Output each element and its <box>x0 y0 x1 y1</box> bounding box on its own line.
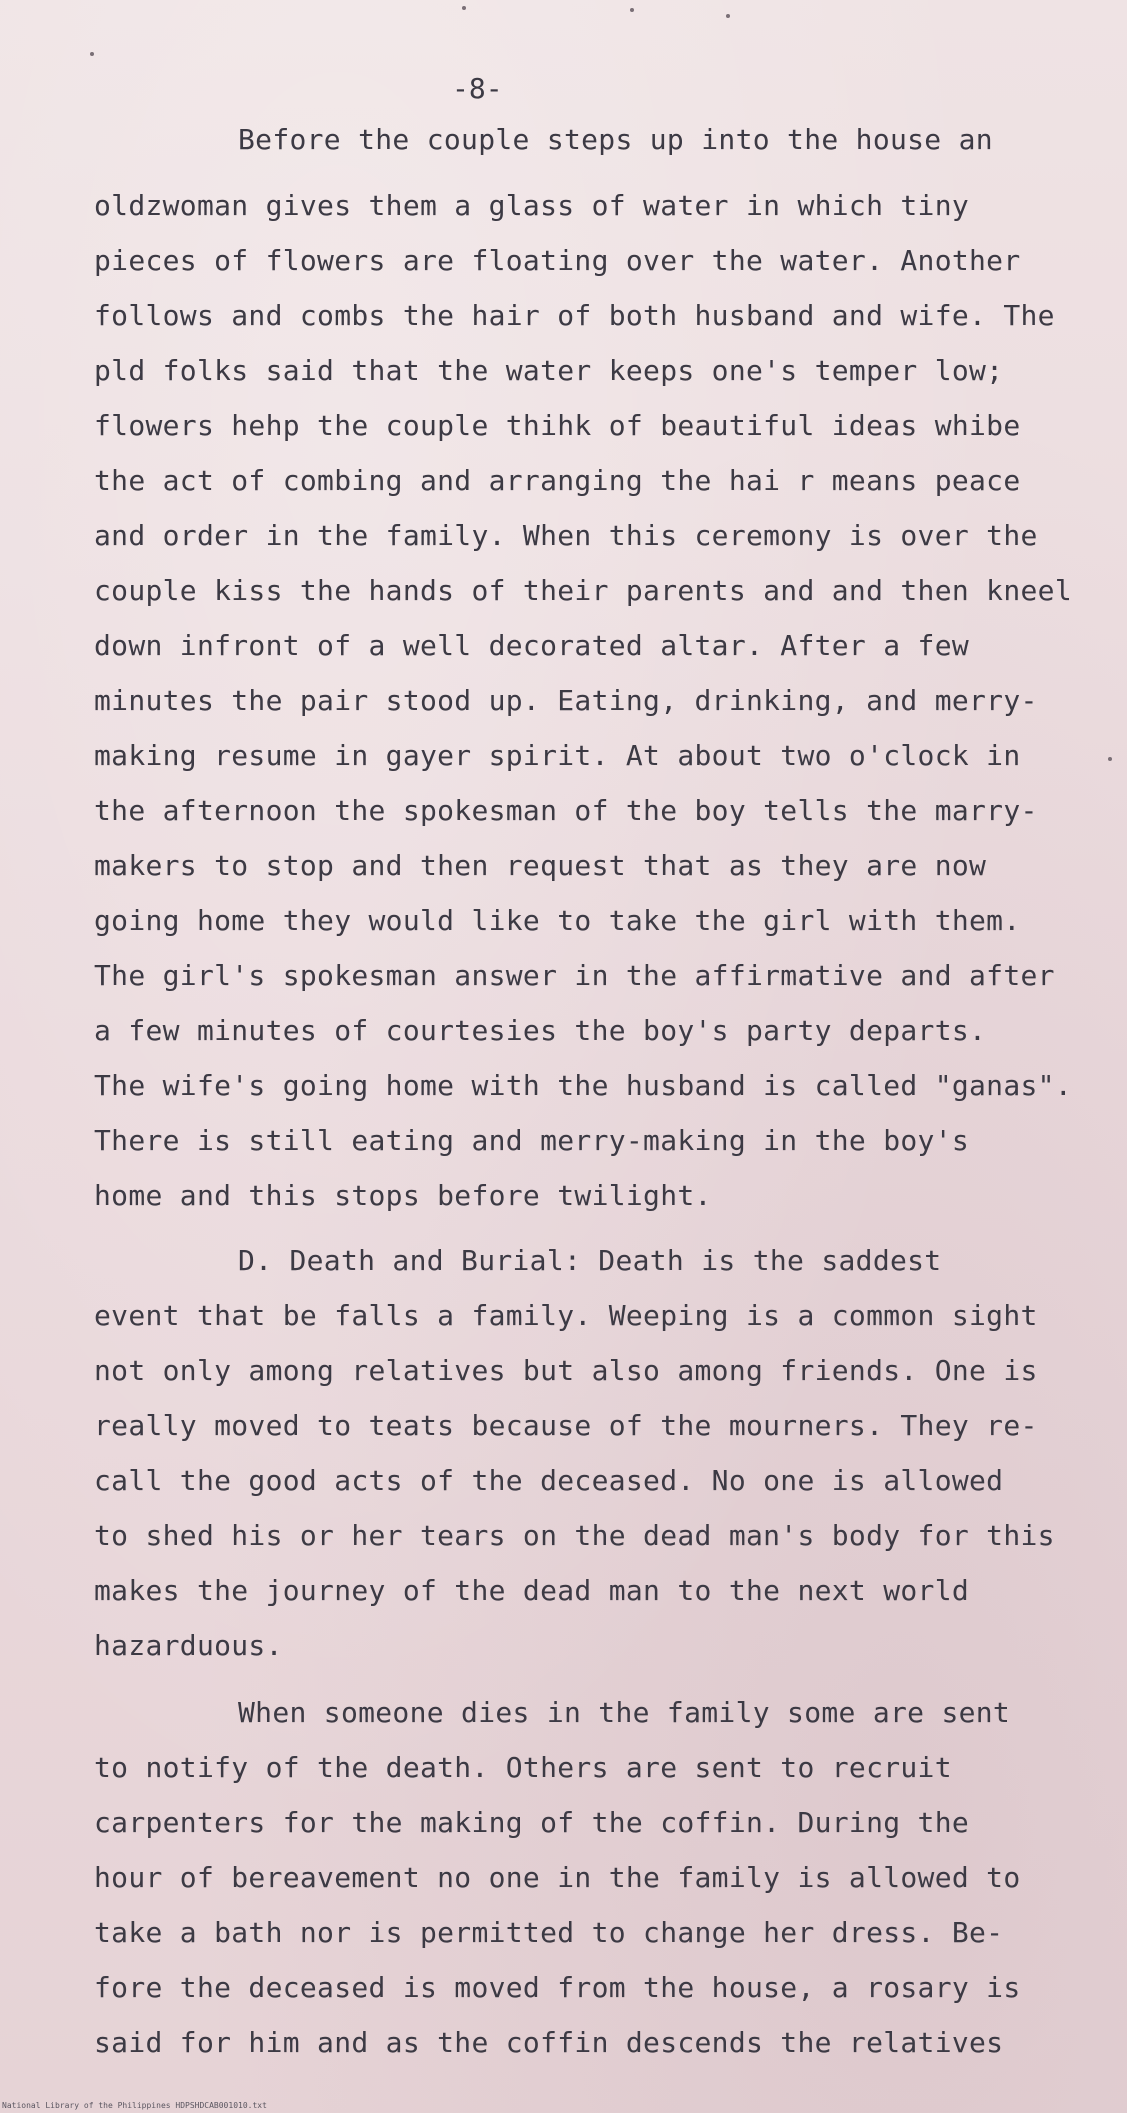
text-line: and order in the family. When this ceremony is over the <box>94 519 1038 552</box>
text-line: pld folks said that the water keeps one's temper low; <box>94 354 1004 387</box>
text-line: said for him and as the coffin descends the relatives <box>94 2026 1004 2059</box>
text-line: to notify of the death. Others are sent to recruit <box>94 1751 952 1784</box>
text-line: event that be falls a family. Weeping is a common sight <box>94 1299 1038 1332</box>
text-line: home and this stops before twilight. <box>94 1179 712 1212</box>
text-line: The wife's going home with the husband is called "ganas". <box>94 1069 1072 1102</box>
paper-speck <box>1108 757 1112 761</box>
text-line: couple kiss the hands of their parents and and then kneel <box>94 574 1072 607</box>
text-line: really moved to teats because of the mourners. They re- <box>94 1409 1038 1442</box>
text-line: The girl's spokesman answer in the affirmative and after <box>94 959 1055 992</box>
paper-speck <box>630 8 634 12</box>
page-number: -8- <box>452 72 503 105</box>
text-line: There is still eating and merry-making in the boy's <box>94 1124 970 1157</box>
text-line: the act of combing and arranging the hai r means peace <box>94 464 1021 497</box>
text-line: going home they would like to take the girl with them. <box>94 904 1021 937</box>
text-line: take a bath nor is permitted to change her dress. Be- <box>94 1916 1004 1949</box>
text-line: makers to stop and then request that as they are now <box>94 849 987 882</box>
text-line: hazarduous. <box>94 1629 283 1662</box>
text-line: minutes the pair stood up. Eating, drinking, and merry- <box>94 684 1038 717</box>
text-line: oldzwoman gives them a glass of water in which tiny <box>94 189 970 222</box>
text-line: flowers hehp the couple thihk of beautiful ideas whibe <box>94 409 1021 442</box>
text-line: carpenters for the making of the coffin. During the <box>94 1806 970 1839</box>
text-line: to shed his or her tears on the dead man's body for this <box>94 1519 1055 1552</box>
text-line: call the good acts of the deceased. No one is allowed <box>94 1464 1004 1497</box>
text-line: making resume in gayer spirit. At about two o'clock in <box>94 739 1021 772</box>
text-line: down infront of a well decorated altar. After a few <box>94 629 970 662</box>
text-line: pieces of flowers are floating over the water. Another <box>94 244 1021 277</box>
text-line: the afternoon the spokesman of the boy tells the marry- <box>94 794 1038 827</box>
paper-speck <box>726 14 730 18</box>
text-line: makes the journey of the dead man to the next world <box>94 1574 970 1607</box>
text-line: fore the deceased is moved from the house, a rosary is <box>94 1971 1021 2004</box>
text-line: follows and combs the hair of both husband and wife. The <box>94 299 1055 332</box>
paper-speck <box>462 6 466 10</box>
text-line: Before the couple steps up into the house an <box>238 123 993 156</box>
text-line: hour of bereavement no one in the family is allowed to <box>94 1861 1021 1894</box>
paper-speck <box>90 52 94 56</box>
text-line: D. Death and Burial: Death is the saddest <box>238 1244 942 1277</box>
archive-footer: National Library of the Philippines HDPSHDCAB001010.txt <box>2 2101 267 2110</box>
text-line: When someone dies in the family some are sent <box>238 1696 1011 1729</box>
text-line: a few minutes of courtesies the boy's party departs. <box>94 1014 987 1047</box>
text-line: not only among relatives but also among friends. One is <box>94 1354 1038 1387</box>
